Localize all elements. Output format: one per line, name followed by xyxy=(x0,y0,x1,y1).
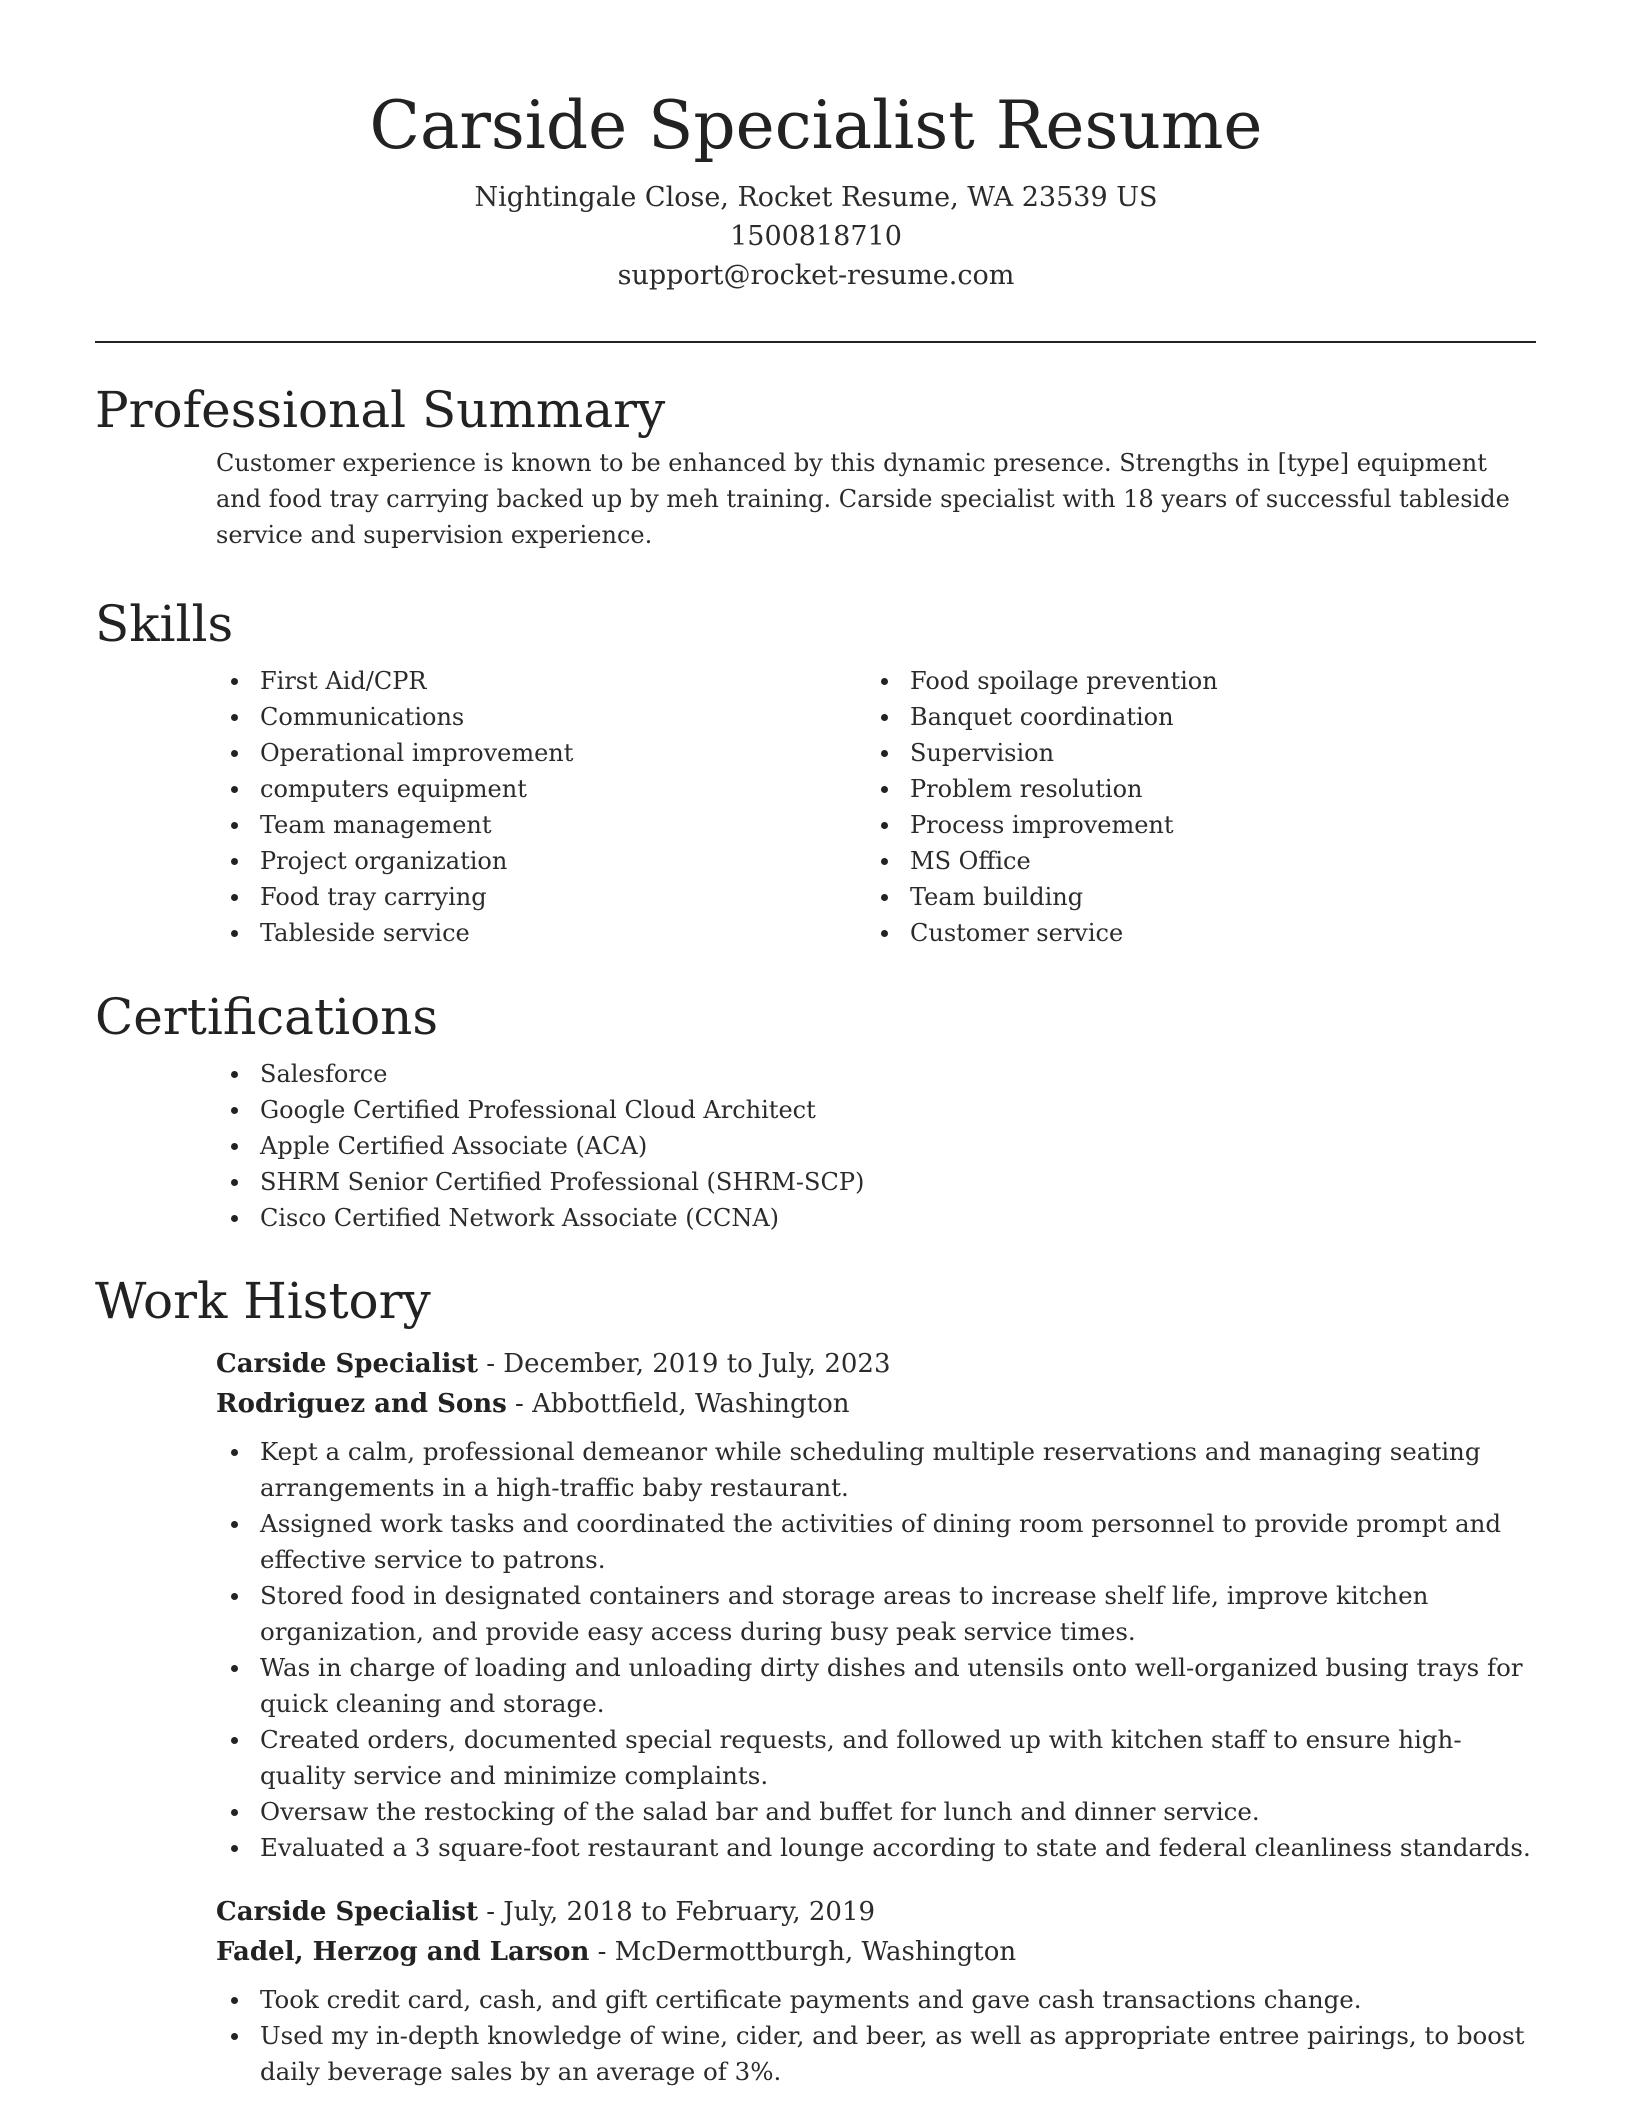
summary-section xyxy=(95,379,1536,553)
summary-heading: Professional Summary xyxy=(95,381,666,439)
list-item: Apple Certified Associate (ACA) xyxy=(216,1128,1536,1164)
resume-header xyxy=(0,80,1632,295)
list-item: Took credit card, cash, and gift certificate payments and gave cash transactions change. xyxy=(216,1982,1536,2018)
email: support@rocket-resume.com xyxy=(617,260,1015,291)
list-item: Team building xyxy=(866,879,1516,915)
list-item: Project organization xyxy=(216,843,866,879)
list-item: Cisco Certified Network Associate (CCNA) xyxy=(216,1200,1536,1236)
list-item: Banquet coordination xyxy=(866,699,1516,735)
list-item: SHRM Senior Certified Professional (SHRM-SCP) xyxy=(216,1164,1536,1200)
summary-text: Customer experience is known to be enhanced by this dynamic presence. Strengths in [type] equipment and food tray carrying backed up by meh training. Carside specialist with 18 years of successful tableside service and supervision experience. xyxy=(216,449,1510,549)
list-item: Created orders, documented special requests, and followed up with kitchen staff to ensure high-quality service and minimize complaints. xyxy=(216,1722,1536,1794)
list-item: computers equipment xyxy=(216,771,866,807)
job-entry xyxy=(216,1344,1536,1866)
list-item: Salesforce xyxy=(216,1056,1536,1092)
list-item: Kept a calm, professional demeanor while scheduling multiple reservations and managing seating arrangements in a high-traffic baby restaurant. xyxy=(216,1434,1536,1506)
job-title: Carside Specialist xyxy=(216,1349,478,1379)
list-item: Stored food in designated containers and storage areas to increase shelf life, improve kitchen organization, and provide easy access during busy peak service times. xyxy=(216,1578,1536,1650)
certifications-section xyxy=(95,986,1536,1236)
list-item: First Aid/CPR xyxy=(216,663,866,699)
list-item: Problem resolution xyxy=(866,771,1516,807)
certifications-list xyxy=(216,1056,1536,1236)
header-divider xyxy=(95,341,1536,343)
list-item: Food tray carrying xyxy=(216,879,866,915)
job-entry xyxy=(216,1892,1536,2090)
job-company: Rodriguez and Sons xyxy=(216,1389,507,1419)
list-item: Supervision xyxy=(866,735,1516,771)
job-dates: - December, 2019 to July, 2023 xyxy=(477,1349,891,1379)
resume-title: Carside Specialist Resume xyxy=(369,87,1263,164)
list-item: Tableside service xyxy=(216,915,866,951)
list-item: Oversaw the restocking of the salad bar and buffet for lunch and dinner service. xyxy=(216,1794,1536,1830)
list-item: Assigned work tasks and coordinated the activities of dining room personnel to provide prompt and effective service to patrons. xyxy=(216,1506,1536,1578)
skills-heading: Skills xyxy=(95,595,234,653)
list-item: Used my in-depth knowledge of wine, cider, and beer, as well as appropriate entree pairings, to boost daily beverage sales by an average of 3%. xyxy=(216,2018,1536,2090)
skills-list-left xyxy=(216,663,866,951)
work-history-heading: Work History xyxy=(95,1272,431,1330)
list-item: Team management xyxy=(216,807,866,843)
list-item: Customer service xyxy=(866,915,1516,951)
list-item: Communications xyxy=(216,699,866,735)
list-item: Evaluated a 3 square-foot restaurant and lounge according to state and federal cleanliness standards. xyxy=(216,1830,1536,1866)
job-dates: - July, 2018 to February, 2019 xyxy=(477,1897,876,1927)
list-item: MS Office xyxy=(866,843,1516,879)
list-item: Google Certified Professional Cloud Architect xyxy=(216,1092,1536,1128)
job-title-line xyxy=(216,1344,1536,1384)
skills-section xyxy=(95,593,1536,951)
job-bullets xyxy=(216,1434,1536,1866)
job-location: - McDermottburgh, Washington xyxy=(589,1937,1017,1967)
job-company-line xyxy=(216,1932,1536,1972)
list-item: Process improvement xyxy=(866,807,1516,843)
list-item: Food spoilage prevention xyxy=(866,663,1516,699)
job-location: - Abbottfield, Washington xyxy=(506,1389,850,1419)
address: Nightingale Close, Rocket Resume, WA 23539 US xyxy=(474,182,1158,213)
certifications-heading: Certifications xyxy=(95,988,439,1046)
job-title: Carside Specialist xyxy=(216,1897,478,1927)
list-item: Operational improvement xyxy=(216,735,866,771)
skills-list-right xyxy=(866,663,1516,951)
job-company: Fadel, Herzog and Larson xyxy=(216,1937,590,1967)
contact-info xyxy=(0,178,1632,295)
list-item: Was in charge of loading and unloading dirty dishes and utensils onto well-organized busing trays for quick cleaning and storage. xyxy=(216,1650,1536,1722)
job-company-line xyxy=(216,1384,1536,1424)
job-title-line xyxy=(216,1892,1536,1932)
phone: 1500818710 xyxy=(730,221,902,252)
work-history-section xyxy=(95,1270,1536,2108)
job-bullets xyxy=(216,1982,1536,2090)
